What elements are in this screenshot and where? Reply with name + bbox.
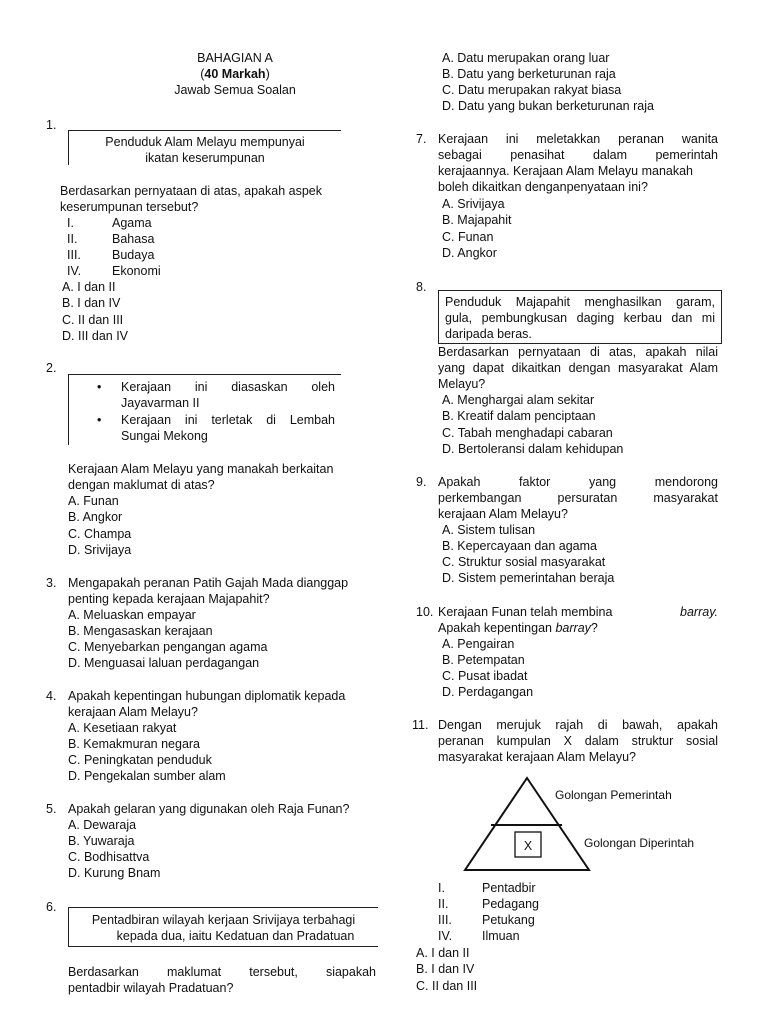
info-box [438, 290, 722, 344]
statement-item: Pedagang [482, 897, 540, 911]
info-box-line: Kerajaan ini diasaskan oleh [121, 380, 335, 394]
question-stem: kerajaannya. Kerajaan Alam Melayu manakah [438, 164, 694, 178]
question-stem-cut: pentadbir wilayah Pradatuan? [68, 981, 234, 995]
info-box-line: Penduduk Majapahit menghasilkan garam, [445, 295, 715, 309]
question-number: 6. [46, 900, 57, 914]
info-box-line: gula, pembungkusan daging kerbau dan mi [445, 311, 715, 325]
question-number: 7. [416, 132, 427, 146]
info-box-line: Penduduk Alam Melayu mempunyai [105, 135, 305, 149]
answer-option[interactable]: A. Srivijaya [442, 197, 505, 211]
info-box-line: Jayavarman II [121, 396, 200, 410]
question-number: 8. [416, 280, 427, 294]
question-stem: penting kepada kerajaan Majapahit? [68, 592, 270, 606]
info-box-line: daripada beras. [445, 327, 532, 341]
answer-option[interactable]: A. I dan II [416, 946, 470, 960]
answer-option[interactable]: C. Menyebarkan pengangan agama [68, 640, 268, 654]
answer-option[interactable]: C. Datu merupakan rakyat biasa [442, 83, 622, 97]
question-stem: Melayu? [438, 377, 486, 391]
section-marks: (40 Markah) [200, 67, 270, 81]
answer-option[interactable]: C. Bodhisattva [68, 850, 150, 864]
answer-option[interactable]: C. Champa [68, 527, 132, 541]
answer-option[interactable]: B. Yuwaraja [68, 834, 135, 848]
answer-option[interactable]: D. Angkor [442, 246, 497, 260]
question-stem: Kerajaan Alam Melayu yang manakah berkaitan [68, 462, 334, 476]
question-stem: Berdasarkan maklumat tersebut, siapakah [68, 965, 376, 979]
question-number: 9. [416, 475, 427, 489]
roman-numeral: IV. [67, 264, 82, 278]
answer-option[interactable]: A. Kesetiaan rakyat [68, 721, 177, 735]
question-stem: Apakah faktor yang mendorong [438, 475, 718, 489]
roman-numeral: II. [67, 232, 78, 246]
question-stem: Apakah kepentingan barray? [438, 621, 598, 635]
roman-numeral: IV. [438, 929, 453, 943]
question-stem: kerajaan Alam Melayu? [68, 705, 198, 719]
bullet-icon: • [97, 380, 102, 394]
roman-numeral: II. [438, 897, 449, 911]
question-stem: Kerajaan ini meletakkan peranan wanita [438, 132, 718, 146]
section-title: BAHAGIAN A [197, 51, 273, 65]
answer-option[interactable]: D. Perdagangan [442, 685, 534, 699]
statement-item: Ilmuan [482, 929, 520, 943]
answer-option[interactable]: A. Funan [68, 494, 119, 508]
info-box-line: ikatan keserumpunan [145, 151, 265, 165]
question-number: 4. [46, 689, 57, 703]
answer-option[interactable]: B. Datu yang berketurunan raja [442, 67, 616, 81]
answer-option[interactable]: A. Menghargai alam sekitar [442, 393, 595, 407]
answer-option[interactable]: C. Tabah menghadapi cabaran [442, 426, 613, 440]
answer-option[interactable]: A. Datu merupakan orang luar [442, 51, 610, 65]
question-stem: Apakah kepentingan hubungan diplomatik kepada [68, 689, 346, 703]
answer-option[interactable]: B. Mengasaskan kerajaan [68, 624, 213, 638]
roman-numeral: III. [67, 248, 81, 262]
bullet-icon: • [97, 413, 102, 427]
answer-option[interactable]: B. Angkor [68, 510, 123, 524]
question-stem: sebagai penasihat dalam pemerintah [438, 148, 718, 162]
question-stem: Berdasarkan pernyataan di atas, apakah aspek [60, 184, 322, 198]
answer-option[interactable]: B. Kemakmuran negara [68, 737, 201, 751]
info-box-line: kepada dua, iaitu Kedatuan dan Pradatuan [116, 929, 355, 943]
statement-item: Ekonomi [112, 264, 161, 278]
question-stem: masyarakat kerajaan Alam Melayu? [438, 750, 637, 764]
answer-option[interactable]: D. Sistem pemerintahan beraja [442, 571, 615, 585]
info-box [68, 374, 341, 445]
answer-option[interactable]: D. Bertoleransi dalam kehidupan [442, 442, 624, 456]
statement-item: Bahasa [112, 232, 155, 246]
answer-option[interactable]: A. Dewaraja [68, 818, 137, 832]
answer-option[interactable]: A. Sistem tulisan [442, 523, 536, 537]
question-stem: kerajaan Alam Melayu? [438, 507, 568, 521]
answer-option[interactable]: B. I dan IV [62, 296, 121, 310]
ruled-class-label: Golongan Diperintah [584, 836, 695, 850]
question-stem: Dengan merujuk rajah di bawah, apakah [438, 718, 718, 732]
answer-option[interactable]: C. Pusat ibadat [442, 669, 528, 683]
answer-option[interactable]: A. I dan II [62, 280, 116, 294]
info-box-line: Sungai Mekong [121, 429, 208, 443]
question-number: 2. [46, 361, 57, 375]
info-box [68, 130, 341, 165]
question-stem: dengan maklumat di atas? [68, 478, 215, 492]
question-number: 1. [46, 118, 57, 132]
question-stem: Apakah gelaran yang digunakan oleh Raja Funan? [68, 802, 350, 816]
question-stem: boleh dikaitkan denganpenyataan ini? [438, 180, 648, 194]
answer-option[interactable]: C. Struktur sosial masyarakat [442, 555, 606, 569]
question-number: 10. [416, 605, 434, 619]
answer-option[interactable]: B. Majapahit [442, 213, 512, 227]
answer-option[interactable]: B. Petempatan [442, 653, 525, 667]
answer-option[interactable]: D. III dan IV [62, 329, 129, 343]
answer-option[interactable]: B. I dan IV [416, 962, 475, 976]
answer-option[interactable]: C. Funan [442, 230, 494, 244]
statement-item: Petukang [482, 913, 535, 927]
statement-item: Pentadbir [482, 881, 536, 895]
answer-option-cut[interactable]: C. II dan III [416, 979, 478, 993]
answer-option[interactable]: C. II dan III [62, 313, 124, 327]
info-box-line: Kerajaan ini terletak di Lembah [121, 413, 335, 427]
roman-numeral: III. [438, 913, 452, 927]
question-stem: perkembangan persuratan masyarakat [438, 491, 718, 505]
question-stem: keserumpunan tersebut? [60, 200, 199, 214]
group-x-label: X [523, 839, 533, 853]
info-box-line: Pentadbiran wilayah kerjaan Srivijaya terbahagi [91, 913, 356, 927]
statement-item: Budaya [112, 248, 155, 262]
answer-option[interactable]: D. Kurung Bnam [68, 866, 161, 880]
statement-item: Agama [112, 216, 152, 230]
ruling-class-label: Golongan Pemerintah [555, 788, 672, 802]
answer-option[interactable]: A. Pengairan [442, 637, 515, 651]
question-stem: Mengapakah peranan Patih Gajah Mada dianggap [68, 576, 349, 590]
question-number: 3. [46, 576, 57, 590]
section-instruction: Jawab Semua Soalan [174, 83, 296, 97]
question-stem: peranan kumpulan X dalam struktur sosial [438, 734, 718, 748]
answer-option[interactable]: D. Datu yang bukan berketurunan raja [442, 99, 654, 113]
answer-option[interactable]: B. Kreatif dalam penciptaan [442, 409, 596, 423]
answer-option[interactable]: D. Srivijaya [68, 543, 132, 557]
question-number: 11. [412, 718, 429, 732]
roman-numeral: I. [438, 881, 445, 895]
answer-option[interactable]: D. Pengekalan sumber alam [68, 769, 226, 783]
answer-option[interactable]: C. Peningkatan penduduk [68, 753, 212, 767]
roman-numeral: I. [67, 216, 74, 230]
question-stem: yang dapat dikaitkan dengan masyarakat Alam [438, 361, 718, 375]
answer-option[interactable]: A. Meluaskan empayar [68, 608, 196, 622]
question-number: 5. [46, 802, 57, 816]
info-box [68, 907, 378, 947]
question-stem: Berdasarkan pernyataan di atas, apakah nilai [438, 345, 718, 359]
answer-option[interactable]: D. Menguasai laluan perdagangan [68, 656, 260, 670]
answer-option[interactable]: B. Kepercayaan dan agama [442, 539, 597, 553]
question-stem: Kerajaan Funan telah membina barray. [438, 605, 718, 619]
